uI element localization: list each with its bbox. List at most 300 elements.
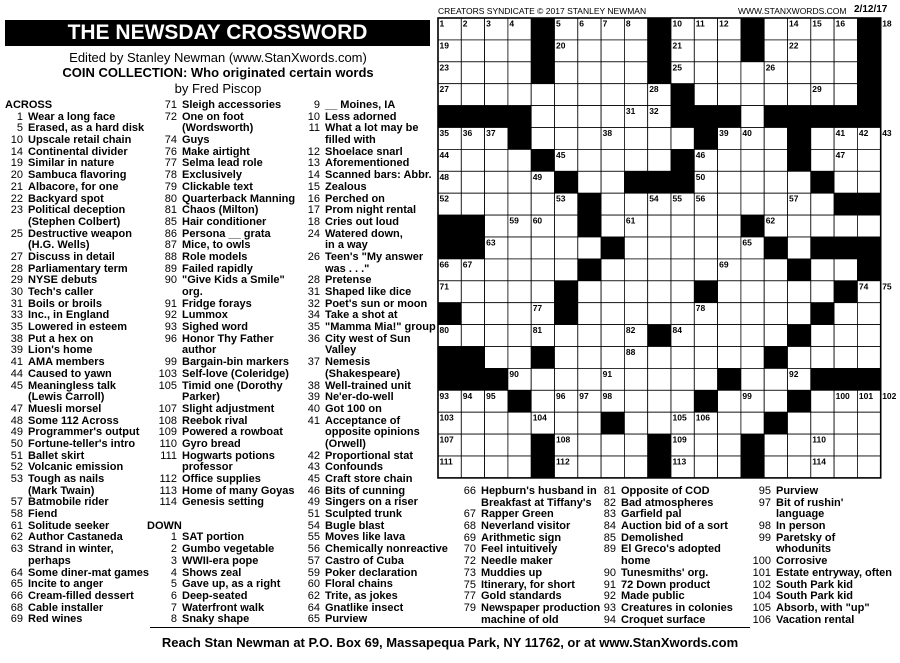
grid-cell[interactable]: [857, 434, 880, 456]
clue-line: [295, 404, 448, 416]
cell-number: 89: [765, 347, 776, 357]
grid-cell[interactable]: [671, 347, 694, 369]
grid-cell[interactable]: [811, 149, 834, 171]
grid-cell[interactable]: [788, 456, 811, 478]
grid-cell[interactable]: [624, 281, 647, 303]
cell-number: 114: [812, 456, 827, 467]
grid-block: [811, 237, 834, 259]
grid-cell[interactable]: [764, 171, 787, 193]
grid-cell[interactable]: [741, 412, 764, 434]
grid-cell[interactable]: [788, 215, 811, 237]
grid-cell[interactable]: [741, 259, 764, 281]
clue-text: author: [182, 344, 217, 357]
clue-line: [295, 322, 448, 334]
grid-cell[interactable]: [461, 456, 484, 478]
grid-cell[interactable]: [508, 325, 531, 347]
clue-text: NYSE debuts: [28, 274, 98, 287]
grid-cell[interactable]: [764, 18, 787, 40]
clue-line: [295, 509, 448, 521]
grid-cell[interactable]: [531, 193, 554, 215]
grid-cell[interactable]: [508, 84, 531, 106]
grid-cell[interactable]: [578, 40, 601, 62]
grid-cell[interactable]: [555, 62, 578, 84]
grid-cell[interactable]: [624, 412, 647, 434]
grid-cell[interactable]: [741, 347, 764, 369]
grid-cell[interactable]: [485, 149, 508, 171]
grid-cell[interactable]: [671, 281, 694, 303]
grid-cell[interactable]: [788, 237, 811, 259]
grid-cell[interactable]: [811, 259, 834, 281]
grid-cell[interactable]: [718, 390, 741, 412]
clue-number: 79: [164, 180, 177, 193]
grid-cell[interactable]: [811, 412, 834, 434]
grid-cell[interactable]: [857, 149, 880, 171]
clue-number: 57: [307, 554, 320, 567]
grid-cell[interactable]: [811, 215, 834, 237]
grid-cell[interactable]: [694, 259, 717, 281]
grid-cell[interactable]: [555, 259, 578, 281]
grid-cell[interactable]: [624, 303, 647, 325]
grid-cell[interactable]: [857, 171, 880, 193]
grid-cell[interactable]: [578, 84, 601, 106]
clue-text: What a lot may be: [325, 122, 419, 135]
grid-cell[interactable]: [764, 303, 787, 325]
grid-cell[interactable]: [694, 368, 717, 390]
grid-cell[interactable]: [694, 434, 717, 456]
clue-line: [147, 217, 295, 229]
clue-line: [741, 603, 892, 615]
grid-cell[interactable]: [555, 84, 578, 106]
grid-block: [461, 368, 484, 390]
grid-cell[interactable]: [788, 303, 811, 325]
grid-cell[interactable]: [834, 259, 857, 281]
grid-cell[interactable]: [718, 303, 741, 325]
grid-cell[interactable]: [834, 215, 857, 237]
grid-cell[interactable]: [531, 390, 554, 412]
grid-cell[interactable]: [718, 347, 741, 369]
clue-text: Failed rapidly: [182, 262, 253, 275]
cell-number: 26: [765, 62, 776, 73]
grid-cell[interactable]: [811, 325, 834, 347]
grid-cell[interactable]: [601, 193, 624, 215]
grid-cell[interactable]: [834, 434, 857, 456]
clue-text: Watered down,: [325, 227, 403, 240]
grid-cell[interactable]: [718, 62, 741, 84]
grid-cell[interactable]: [461, 149, 484, 171]
grid-cell[interactable]: [531, 128, 554, 150]
grid-cell[interactable]: [485, 412, 508, 434]
clue-text: Moves like lava: [325, 531, 406, 544]
grid-cell[interactable]: [578, 368, 601, 390]
clue-text: home: [621, 555, 651, 568]
grid-cell[interactable]: [764, 40, 787, 62]
grid-cell[interactable]: [718, 325, 741, 347]
grid-cell[interactable]: [601, 149, 624, 171]
grid-cell[interactable]: [601, 281, 624, 303]
grid-cell[interactable]: [694, 456, 717, 478]
grid-cell[interactable]: [648, 237, 671, 259]
grid-cell[interactable]: [811, 128, 834, 150]
grid-cell[interactable]: [834, 325, 857, 347]
grid-cell[interactable]: [485, 259, 508, 281]
grid-cell[interactable]: [578, 325, 601, 347]
grid-cell[interactable]: [508, 193, 531, 215]
grid-cell[interactable]: [671, 368, 694, 390]
grid-cell[interactable]: [788, 84, 811, 106]
clue-number: 101: [752, 566, 771, 579]
clue-number: 87: [164, 239, 177, 252]
cell-number: 24: [532, 62, 543, 73]
clue-section-header: DOWN: [147, 519, 182, 532]
grid-cell[interactable]: [694, 325, 717, 347]
clue-text: Auction bid of a sort: [621, 520, 728, 533]
grid-cell[interactable]: [648, 368, 671, 390]
clue-text: Prom night rental: [325, 204, 417, 217]
cell-number: 58: [462, 215, 473, 226]
clue-number: 93: [164, 321, 177, 334]
grid-cell[interactable]: [857, 303, 880, 325]
grid-cell[interactable]: [578, 347, 601, 369]
grid-cell[interactable]: [485, 347, 508, 369]
clue-text: org.: [182, 286, 203, 298]
grid-cell[interactable]: [531, 368, 554, 390]
grid-cell[interactable]: [671, 215, 694, 237]
grid-cell[interactable]: [461, 303, 484, 325]
grid-cell[interactable]: [694, 40, 717, 62]
grid-cell[interactable]: [508, 281, 531, 303]
grid-cell[interactable]: [601, 40, 624, 62]
grid-cell[interactable]: [531, 259, 554, 281]
grid-cell[interactable]: [741, 281, 764, 303]
clue-number: 110: [159, 437, 177, 450]
grid-cell[interactable]: [834, 40, 857, 62]
clue-number: 1: [170, 531, 177, 544]
grid-cell[interactable]: [461, 281, 484, 303]
grid-cell[interactable]: [461, 412, 484, 434]
grid-cell[interactable]: [811, 281, 834, 303]
grid-cell[interactable]: [601, 259, 624, 281]
cell-number: 55: [672, 193, 682, 204]
clue-text: "Give Kids a Smile": [182, 274, 285, 287]
grid-cell[interactable]: [578, 281, 601, 303]
cell-number: 2: [462, 18, 468, 29]
grid-cell[interactable]: [718, 237, 741, 259]
clue-text: Garfield pal: [621, 508, 682, 521]
grid-cell[interactable]: [764, 84, 787, 106]
grid-cell[interactable]: [601, 215, 624, 237]
grid-cell[interactable]: [741, 106, 764, 128]
grid-cell[interactable]: [764, 128, 787, 150]
clue-number: 32: [307, 297, 320, 310]
grid-cell[interactable]: [834, 412, 857, 434]
grid-cell[interactable]: [857, 412, 880, 434]
grid-block: [648, 456, 671, 478]
grid-cell[interactable]: [508, 40, 531, 62]
grid-cell[interactable]: [508, 259, 531, 281]
grid-cell[interactable]: [531, 237, 554, 259]
grid-cell[interactable]: [718, 149, 741, 171]
grid-cell[interactable]: [555, 368, 578, 390]
grid-cell[interactable]: [461, 325, 484, 347]
grid-cell[interactable]: [671, 237, 694, 259]
grid-cell[interactable]: [485, 456, 508, 478]
clue-number: 36: [307, 332, 320, 345]
grid-cell[interactable]: [694, 215, 717, 237]
grid-cell[interactable]: [508, 237, 531, 259]
grid-cell[interactable]: [834, 303, 857, 325]
grid-cell[interactable]: [811, 40, 834, 62]
grid-cell[interactable]: [485, 40, 508, 62]
grid-cell[interactable]: [485, 281, 508, 303]
grid-cell[interactable]: [788, 281, 811, 303]
grid-cell[interactable]: [508, 171, 531, 193]
grid-cell[interactable]: [578, 128, 601, 150]
grid-cell[interactable]: [601, 303, 624, 325]
grid-cell[interactable]: [834, 171, 857, 193]
grid-cell[interactable]: [485, 434, 508, 456]
grid-cell[interactable]: [718, 281, 741, 303]
grid-cell[interactable]: [508, 456, 531, 478]
clue-number: 18: [307, 215, 320, 228]
grid-cell[interactable]: [485, 303, 508, 325]
cell-number: 92: [789, 368, 799, 379]
grid-cell[interactable]: [741, 325, 764, 347]
grid-cell[interactable]: [741, 149, 764, 171]
grid-cell[interactable]: [485, 193, 508, 215]
clue-line: [147, 474, 295, 486]
grid-cell[interactable]: [857, 215, 880, 237]
clue-text: Shaped like dice: [325, 286, 412, 298]
grid-cell[interactable]: [764, 325, 787, 347]
grid-cell[interactable]: [671, 128, 694, 150]
grid-cell[interactable]: [531, 281, 554, 303]
cell-number: 32: [649, 106, 659, 117]
grid-cell[interactable]: [461, 40, 484, 62]
clue-text: Gold standards: [481, 590, 562, 603]
clue-number: 7: [170, 601, 177, 614]
grid-cell[interactable]: [764, 434, 787, 456]
grid-cell[interactable]: [718, 456, 741, 478]
grid-cell[interactable]: [811, 193, 834, 215]
grid-cell[interactable]: [764, 259, 787, 281]
grid-cell[interactable]: [648, 303, 671, 325]
clue-text: Incite to anger: [28, 578, 104, 591]
clue-number: 91: [164, 297, 177, 310]
grid-cell[interactable]: [741, 84, 764, 106]
clue-text: Clickable text: [182, 180, 253, 193]
grid-cell[interactable]: [624, 434, 647, 456]
grid-cell[interactable]: [741, 171, 764, 193]
grid-cell[interactable]: [741, 62, 764, 84]
grid-cell[interactable]: [834, 84, 857, 106]
grid-cell[interactable]: [624, 368, 647, 390]
grid-cell[interactable]: [648, 281, 671, 303]
grid-cell[interactable]: [811, 390, 834, 412]
clue-text: Waterfront walk: [182, 601, 265, 614]
grid-cell[interactable]: [624, 84, 647, 106]
grid-cell[interactable]: [857, 347, 880, 369]
grid-cell[interactable]: [461, 62, 484, 84]
clue-section-header: ACROSS: [5, 99, 53, 111]
grid-cell[interactable]: [601, 456, 624, 478]
clue-text: Cable installer: [28, 601, 104, 614]
clue-line: [594, 486, 733, 498]
grid-cell[interactable]: [508, 347, 531, 369]
grid-cell[interactable]: [834, 347, 857, 369]
cell-number: 19: [439, 40, 449, 51]
grid-cell[interactable]: [485, 84, 508, 106]
grid-cell[interactable]: [764, 368, 787, 390]
grid-cell[interactable]: [601, 106, 624, 128]
grid-cell[interactable]: [578, 412, 601, 434]
grid-cell[interactable]: [671, 259, 694, 281]
grid-cell[interactable]: [508, 303, 531, 325]
grid-cell[interactable]: [648, 149, 671, 171]
clue-number: 35: [10, 321, 23, 334]
grid-cell[interactable]: [624, 128, 647, 150]
grid-cell[interactable]: [811, 62, 834, 84]
grid-cell[interactable]: [485, 215, 508, 237]
grid-cell[interactable]: [578, 62, 601, 84]
grid-cell[interactable]: [648, 128, 671, 150]
grid-cell[interactable]: [624, 193, 647, 215]
grid-cell[interactable]: [578, 171, 601, 193]
grid-cell[interactable]: [694, 347, 717, 369]
grid-cell[interactable]: [578, 149, 601, 171]
grid-cell[interactable]: [461, 171, 484, 193]
grid-cell[interactable]: [508, 149, 531, 171]
grid-cell[interactable]: [555, 237, 578, 259]
grid-cell[interactable]: [601, 171, 624, 193]
grid-cell[interactable]: [857, 325, 880, 347]
clue-number: 13: [307, 157, 320, 170]
grid-cell[interactable]: [694, 237, 717, 259]
clue-text: Acceptance of: [325, 414, 401, 427]
clue-text: WWII-era pope: [182, 554, 259, 567]
grid-cell[interactable]: [764, 149, 787, 171]
grid-cell[interactable]: [485, 62, 508, 84]
grid-cell[interactable]: [718, 171, 741, 193]
grid-cell[interactable]: [461, 84, 484, 106]
cell-number: 53: [556, 193, 566, 204]
grid-cell[interactable]: [555, 347, 578, 369]
grid-cell[interactable]: [624, 149, 647, 171]
grid-cell[interactable]: [788, 347, 811, 369]
grid-cell[interactable]: [485, 325, 508, 347]
grid-cell[interactable]: [578, 434, 601, 456]
grid-cell[interactable]: [857, 456, 880, 478]
grid-cell[interactable]: [601, 325, 624, 347]
cell-number: 104: [532, 412, 547, 423]
clue-number: 39: [10, 344, 23, 357]
grid-cell[interactable]: [555, 128, 578, 150]
cell-number: 7: [602, 18, 608, 29]
grid-cell[interactable]: [741, 368, 764, 390]
grid-cell[interactable]: [531, 84, 554, 106]
grid-cell[interactable]: [648, 412, 671, 434]
grid-cell[interactable]: [718, 84, 741, 106]
grid-cell[interactable]: [648, 347, 671, 369]
grid-cell[interactable]: [718, 215, 741, 237]
grid-cell[interactable]: [508, 434, 531, 456]
clue-text: Less adorned: [325, 110, 397, 123]
grid-cell[interactable]: [764, 281, 787, 303]
grid-cell[interactable]: [764, 390, 787, 412]
clue-text: Destructive weapon: [28, 227, 132, 240]
clue-text: Lowered in esteem: [28, 321, 128, 334]
grid-cell[interactable]: [555, 325, 578, 347]
grid-cell[interactable]: [834, 456, 857, 478]
grid-cell[interactable]: [461, 193, 484, 215]
grid-cell[interactable]: [485, 171, 508, 193]
grid-cell[interactable]: [648, 390, 671, 412]
grid-cell[interactable]: [764, 456, 787, 478]
cell-number: 69: [719, 259, 729, 270]
grid-cell[interactable]: [718, 412, 741, 434]
clue-text: Bad atmospheres: [621, 496, 714, 509]
grid-cell[interactable]: [694, 62, 717, 84]
grid-cell[interactable]: [555, 412, 578, 434]
grid-cell[interactable]: [741, 303, 764, 325]
grid-cell[interactable]: [718, 193, 741, 215]
grid-cell[interactable]: [788, 62, 811, 84]
grid-block: [578, 193, 601, 215]
grid-cell[interactable]: [578, 303, 601, 325]
grid-cell[interactable]: [578, 237, 601, 259]
grid-cell[interactable]: [788, 412, 811, 434]
grid-cell[interactable]: [601, 434, 624, 456]
grid-cell[interactable]: [578, 106, 601, 128]
clue-text: Chaos (Milton): [182, 204, 259, 217]
grid-cell[interactable]: [648, 259, 671, 281]
grid-cell[interactable]: [764, 193, 787, 215]
clue-number: 113: [159, 484, 177, 497]
grid-cell[interactable]: [531, 106, 554, 128]
grid-cell[interactable]: [788, 171, 811, 193]
cell-number: 8: [625, 18, 631, 29]
grid-cell[interactable]: [461, 434, 484, 456]
grid-cell[interactable]: [624, 237, 647, 259]
grid-cell[interactable]: [624, 390, 647, 412]
grid-cell[interactable]: [788, 434, 811, 456]
grid-cell[interactable]: [648, 215, 671, 237]
grid-cell[interactable]: [624, 40, 647, 62]
grid-cell[interactable]: [578, 456, 601, 478]
clue-number: 15: [307, 180, 320, 193]
grid-cell[interactable]: [741, 193, 764, 215]
grid-cell[interactable]: [811, 347, 834, 369]
clue-number: 65: [10, 578, 23, 591]
grid-cell[interactable]: [834, 62, 857, 84]
grid-cell[interactable]: [718, 40, 741, 62]
grid-cell[interactable]: [555, 215, 578, 237]
grid-cell[interactable]: [671, 390, 694, 412]
grid-cell[interactable]: [671, 303, 694, 325]
grid-cell[interactable]: [624, 62, 647, 84]
grid-cell[interactable]: [601, 347, 624, 369]
grid-cell[interactable]: [601, 62, 624, 84]
grid-block: [648, 171, 671, 193]
grid-cell[interactable]: [508, 62, 531, 84]
grid-cell[interactable]: [718, 434, 741, 456]
grid-cell[interactable]: [694, 84, 717, 106]
grid-cell[interactable]: [508, 412, 531, 434]
grid-cell[interactable]: [624, 456, 647, 478]
grid-cell[interactable]: [601, 84, 624, 106]
website: WWW.STANXWORDS.COM: [738, 6, 847, 16]
grid-cell[interactable]: [555, 106, 578, 128]
grid-cell[interactable]: [624, 259, 647, 281]
